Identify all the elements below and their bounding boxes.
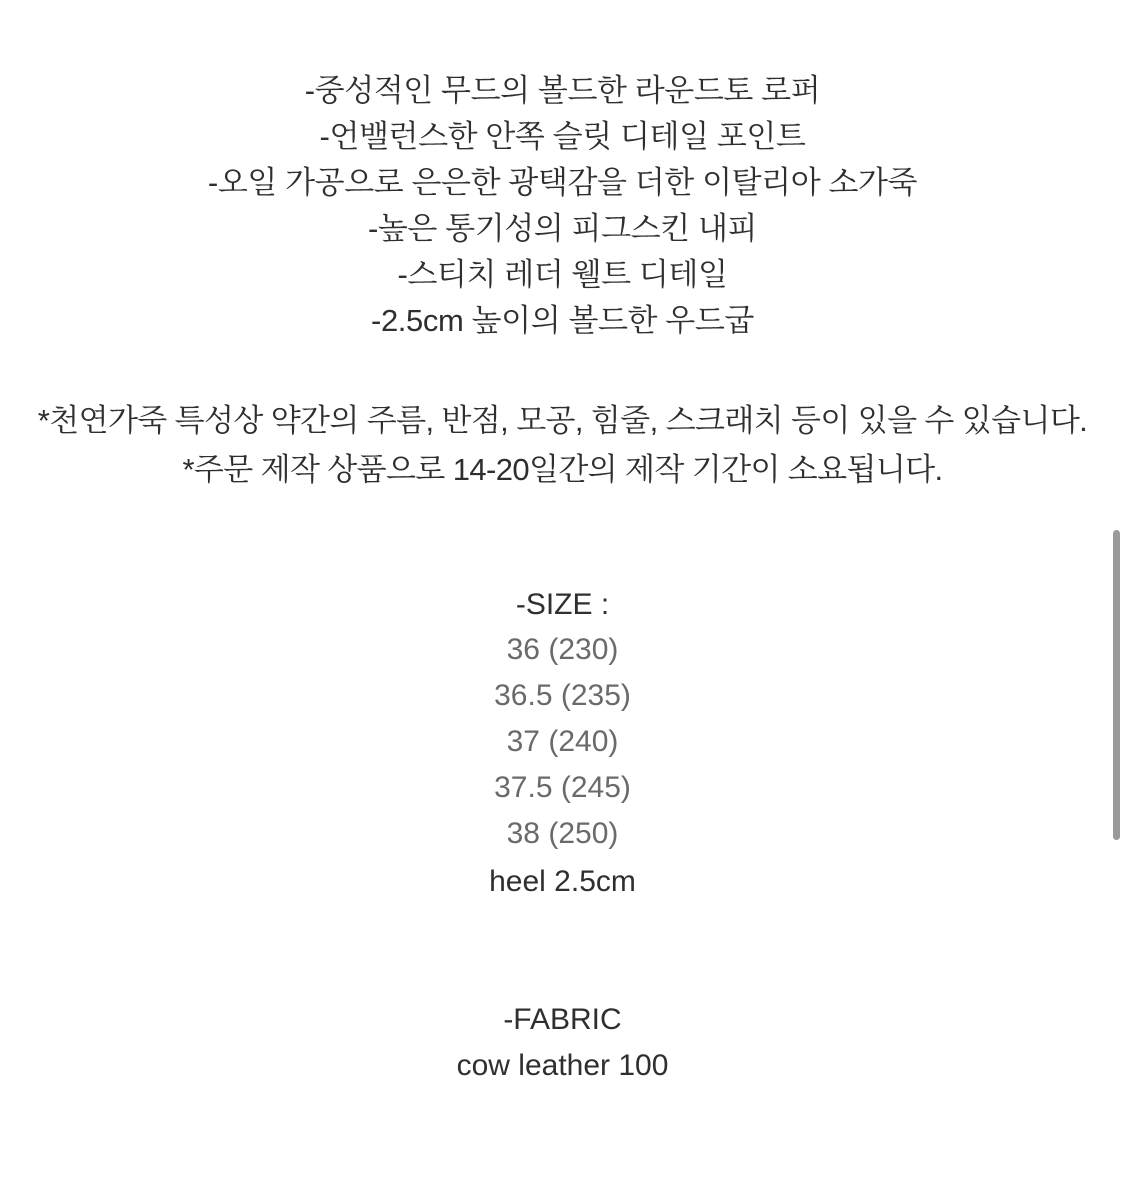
feature-line: -2.5cm 높이의 볼드한 우드굽 [371, 303, 754, 338]
size-option: 36.5 (235) [494, 679, 631, 712]
fabric-heading: -FABRIC [503, 1003, 622, 1036]
notice-line: *천연가죽 특성상 약간의 주름, 반점, 모공, 힘줄, 스크래치 등이 있을 수 있습니다. [37, 403, 1088, 438]
feature-line: -오일 가공으로 은은한 광택감을 더한 이탈리아 소가죽 [207, 165, 918, 200]
fabric-value: cow leather 100 [456, 1049, 669, 1082]
size-option: 38 (250) [506, 817, 619, 850]
feature-line: -스티치 레더 웰트 디테일 [397, 257, 728, 292]
fabric-section [0, 997, 1125, 1089]
size-option: 36 (230) [506, 633, 619, 666]
notice-list [0, 396, 1125, 494]
page-scrollbar[interactable] [1111, 68, 1125, 1193]
feature-list [0, 68, 1125, 344]
feature-line: -언밸런스한 안쪽 슬릿 디테일 포인트 [319, 119, 806, 154]
size-section [0, 582, 1125, 905]
size-option: 37 (240) [506, 725, 619, 758]
feature-line: -중성적인 무드의 볼드한 라운드토 로퍼 [304, 73, 821, 108]
notice-line: *주문 제작 상품으로 14-20일간의 제작 기간이 소요됩니다. [182, 452, 943, 487]
size-heading: -SIZE : [515, 588, 610, 621]
scrollbar-thumb[interactable] [1113, 530, 1120, 840]
feature-line: -높은 통기성의 피그스킨 내피 [367, 211, 758, 246]
size-option: 37.5 (245) [494, 771, 631, 804]
product-detail-page [0, 68, 1125, 1193]
heel-height: heel 2.5cm [489, 865, 636, 898]
